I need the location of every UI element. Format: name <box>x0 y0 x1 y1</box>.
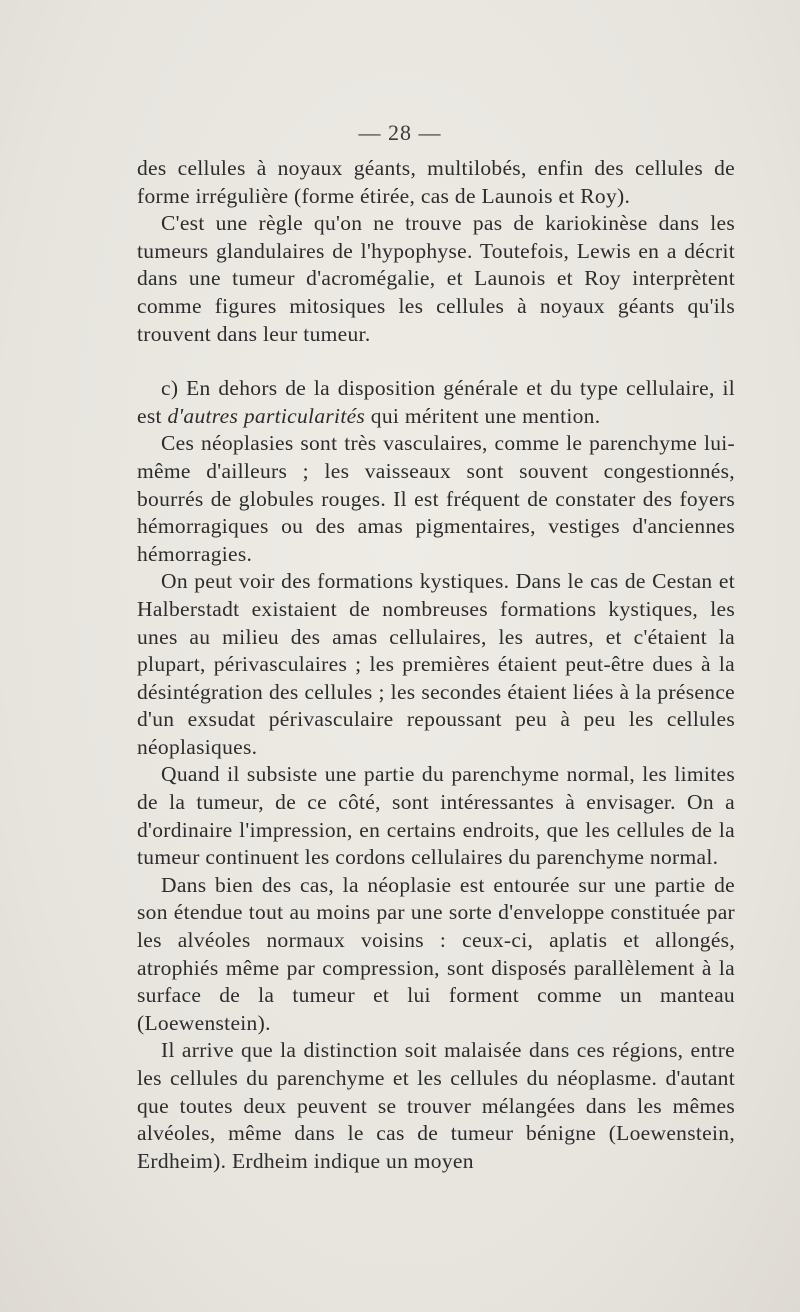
paragraph-distinction: Il arrive que la distinction soit malaisée dans ces régions, entre les cellules du parenchyme et les cellules du néoplasme. d'autant que toutes deux peuvent se trouver mélangées dans les mêmes alvéoles, même dans le cas de tumeur bénigne (Loewenstein, Erdheim). Erdheim indique un moyen <box>137 1038 735 1173</box>
paragraph-vascular: Ces néoplasies sont très vasculaires, comme le parenchyme lui-même d'ailleurs ; les vaisseaux sont souvent congestionnés, bourrés de globules rouges. Il est fréquent de constater des foyers hémorragiques ou des amas pigmentaires, vestiges d'anciennes hémorragies. <box>137 431 735 566</box>
body-text <box>137 155 735 1175</box>
section-c-text-after: qui méritent une mention. <box>365 403 601 428</box>
section-c-italic-phrase: d'autres particularités <box>167 403 366 428</box>
page-number: — 28 — <box>358 120 442 145</box>
paragraph-continuation: des cellules à noyaux géants, multilobés, enfin des cellules de forme irrégulière (forme étirée, cas de Launois et Roy). <box>137 156 735 208</box>
paragraph-karyokinesis: C'est une règle qu'on ne trouve pas de kariokinèse dans les tumeurs glandulaires de l'hypophyse. Toutefois, Lewis en a décrit dans une tumeur d'acromégalie, et Launois et Roy interprètent comme figures mitosiques les cellules à noyaux géants qu'ils trouvent dans leur tumeur. <box>137 211 735 346</box>
paragraph-cystic: On peut voir des formations kystiques. Dans le cas de Cestan et Halberstadt existaient de nombreuses formations kystiques, les unes au milieu des amas cellulaires, les autres, et c'étaient la plupart, périvasculaires ; les premières étaient peut-être dues à la désintégration des cellules ; les secondes étaient liées à la présence d'un exsudat périvasculaire repoussant peu à peu les cellules néoplasiques. <box>137 569 735 759</box>
paragraph-limits: Quand il subsiste une partie du parenchyme normal, les limites de la tumeur, de ce côté, sont intéressantes à envisager. On a d'ordinaire l'impression, en certains endroits, que les cellules de la tumeur continuent les cordons cellulaires du parenchyme normal. <box>137 762 735 870</box>
paragraph-section-c <box>137 375 735 430</box>
section-c-text-before: c) En dehors de la disposition générale et du type cellulaire, il est <box>137 376 735 428</box>
paragraph-envelope: Dans bien des cas, la néoplasie est entourée sur une partie de son étendue tout au moins par une sorte d'enveloppe constituée par les alvéoles normaux voisins : ceux-ci, aplatis et allongés, atrophiés même par compression, sont disposés parallèlement à la surface de la tumeur et lui forment comme un manteau (Loewenstein). <box>137 872 735 1035</box>
